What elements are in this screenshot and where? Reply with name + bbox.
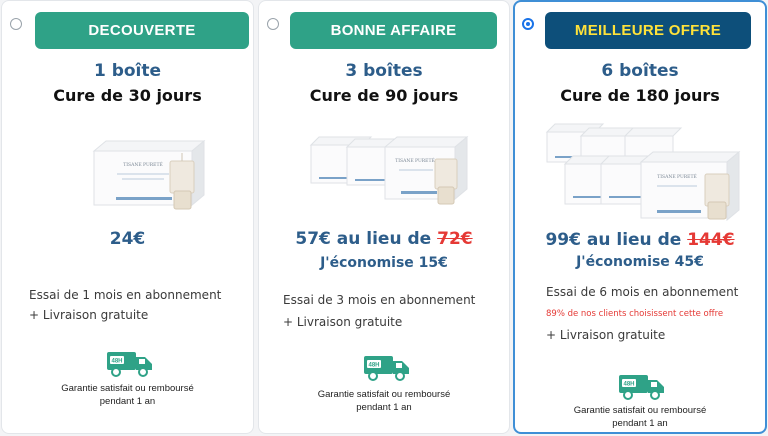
product-boxes-image [545, 122, 745, 222]
offer-radio-meilleure-offre[interactable] [522, 18, 534, 30]
offer-card-decouverte[interactable] [1, 0, 254, 434]
delivery-info: + Livraison gratuite [29, 308, 149, 322]
truck-label: 48H [111, 358, 123, 365]
product-brand-text: TISANE PURETÉ [657, 175, 697, 180]
delivery-truck-icon [617, 372, 667, 402]
delivery-truck-icon [105, 349, 155, 379]
guarantee-line-1: Garantie satisfait ou remboursé [61, 383, 194, 394]
cure-duration: Cure de 30 jours [53, 86, 202, 105]
offer-badge: MEILLEURE OFFRE [545, 12, 751, 49]
box-quantity: 3 boîtes [345, 61, 423, 81]
offer-radio-bonne-affaire[interactable] [267, 18, 279, 30]
guarantee-line-1: Garantie satisfait ou remboursé [317, 389, 451, 400]
offer-price-current: 99€ au lieu de [545, 230, 688, 250]
popularity-note: 89% de nos clients choisissent cette offre [546, 309, 724, 319]
guarantee-text [259, 388, 509, 414]
delivery-truck-icon [362, 353, 412, 383]
offer-badge: BONNE AFFAIRE [290, 12, 497, 49]
delivery-info: + Livraison gratuite [546, 328, 666, 342]
offer-card-meilleure-offre[interactable] [513, 0, 767, 434]
offer-saving: J'économise 45€ [576, 254, 704, 270]
offer-price [259, 229, 509, 249]
truck-label: 48H [623, 381, 635, 388]
subscription-info: Essai de 3 mois en abonnement [283, 293, 476, 307]
guarantee-line-2: pendant 1 an [356, 402, 412, 413]
delivery-info: + Livraison gratuite [283, 315, 403, 329]
box-quantity: 6 boîtes [601, 61, 679, 81]
cure-duration: Cure de 180 jours [560, 86, 720, 105]
offer-card-bonne-affaire[interactable] [258, 0, 510, 434]
subscription-info: Essai de 6 mois en abonnement [546, 285, 739, 299]
offer-radio-decouverte[interactable] [10, 18, 22, 30]
guarantee-text [515, 404, 765, 430]
truck-label: 48H [368, 362, 380, 369]
product-brand-text: TISANE PURETÉ [395, 159, 435, 164]
offer-badge: DECOUVERTE [35, 12, 249, 49]
subscription-info: Essai de 1 mois en abonnement [29, 288, 222, 302]
offer-price [515, 230, 765, 250]
guarantee-line-2: pendant 1 an [99, 396, 156, 407]
product-box-image [92, 139, 212, 219]
guarantee-text [2, 382, 253, 408]
offer-price-old: 72€ [437, 229, 473, 249]
offer-price-current: 57€ au lieu de [295, 229, 438, 249]
cure-duration: Cure de 90 jours [309, 86, 459, 105]
box-quantity: 1 boîte [93, 61, 162, 81]
product-boxes-image [309, 135, 469, 215]
guarantee-line-1: Garantie satisfait ou remboursé [573, 405, 707, 416]
offer-saving: J'économise 15€ [320, 255, 448, 271]
offer-price-old: 144€ [687, 230, 735, 250]
offer-price: 24€ [109, 229, 146, 249]
product-brand-text: TISANE PURETÉ [123, 163, 163, 168]
guarantee-line-2: pendant 1 an [612, 418, 668, 429]
